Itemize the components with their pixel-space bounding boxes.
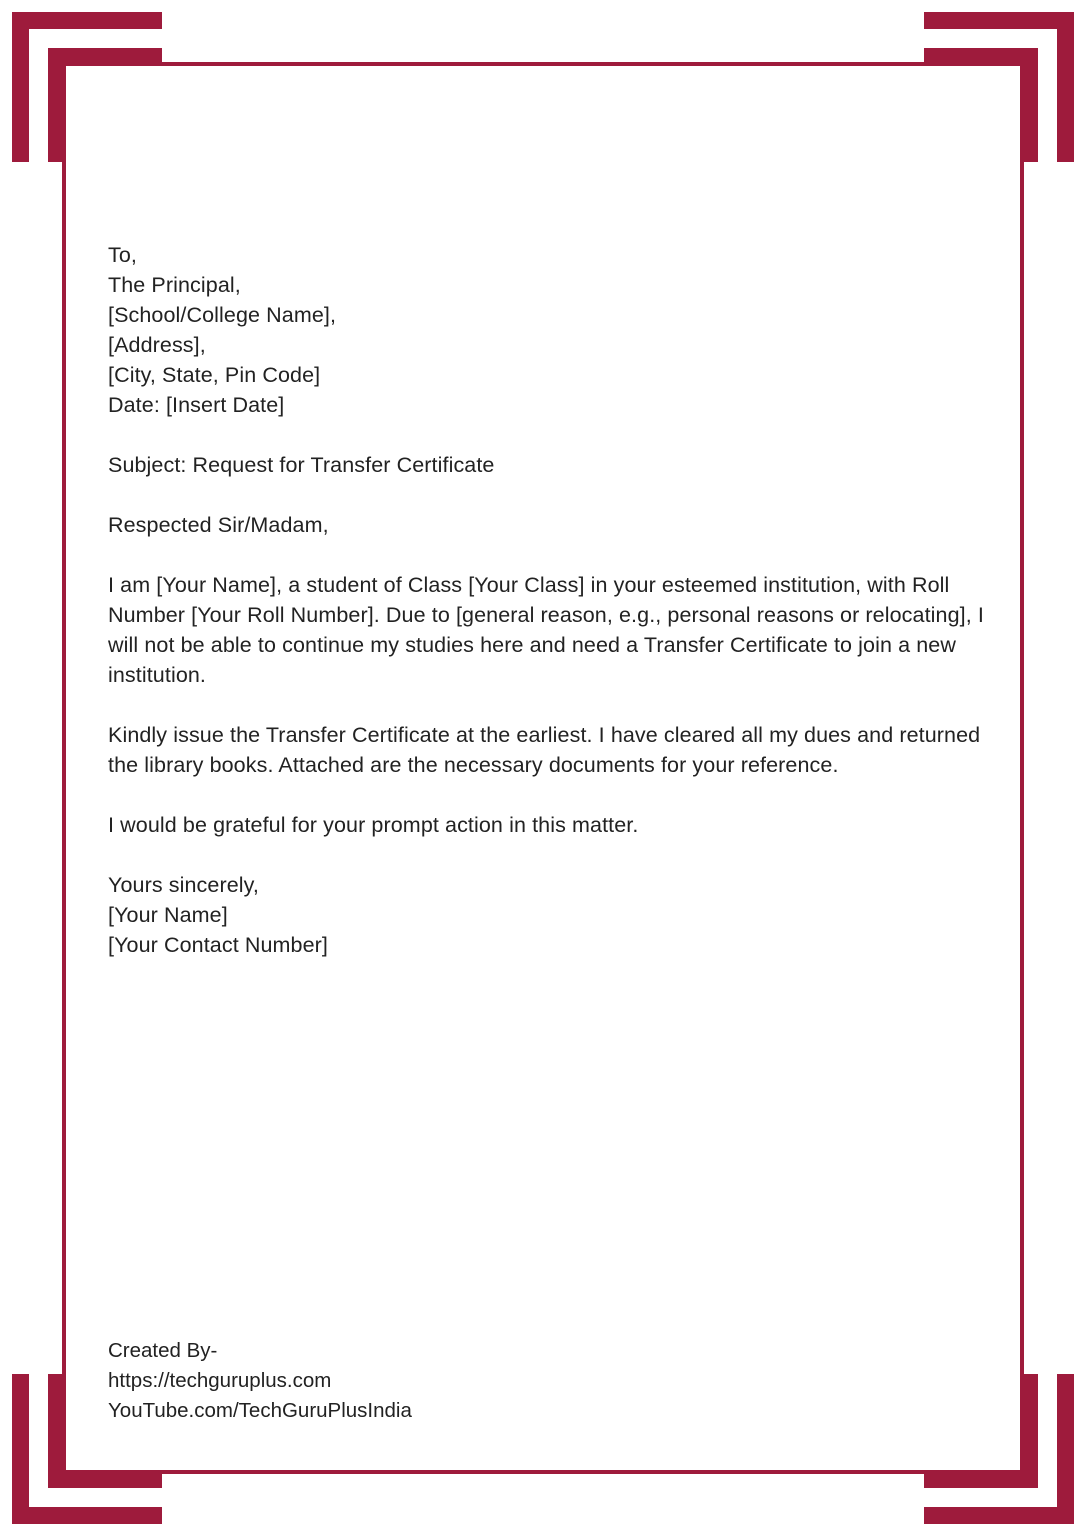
sender-name: [Your Name] [108,903,228,927]
date-line: Date: [Insert Date] [108,393,285,417]
letter-body [108,240,986,990]
address-line: [Address], [108,333,206,357]
corner-bar [1057,12,1074,162]
address-line: The Principal, [108,273,241,297]
address-line: [City, State, Pin Code] [108,363,321,387]
corner-bar [924,12,1074,29]
closing-block [108,870,986,960]
corner-bar [12,1507,162,1524]
credit-website-link[interactable]: https://techguruplus.com [108,1369,332,1392]
address-line: To, [108,243,137,267]
corner-bar [924,1507,1074,1524]
body-paragraph-3: I would be grateful for your prompt action in this matter. [108,813,639,837]
credit-youtube-link[interactable]: YouTube.com/TechGuruPlusIndia [108,1399,412,1422]
salutation: Respected Sir/Madam, [108,513,329,537]
address-line: [School/College Name], [108,303,337,327]
recipient-address-block [108,240,986,420]
closing-line: Yours sincerely, [108,873,259,897]
credit-block [108,1336,412,1426]
corner-bar [12,1374,29,1524]
corner-bar [12,12,162,29]
sender-contact: [Your Contact Number] [108,933,328,957]
credit-label: Created By- [108,1339,218,1362]
body-paragraph-2: Kindly issue the Transfer Certificate at the earliest. I have cleared all my dues and returned the library books. Attached are the necessary documents for your reference. [108,723,981,777]
corner-bar [1057,1374,1074,1524]
subject-line: Subject: Request for Transfer Certificate [108,453,495,477]
body-paragraph-1: I am [Your Name], a student of Class [Your Class] in your esteemed institution, with Roll Number [Your Roll Number]. Due to [general reason, e.g., personal reasons or relocating], I will not be able to continue my studies here and need a Transfer Certificate to join a new institution. [108,573,984,687]
corner-bar [12,12,29,162]
